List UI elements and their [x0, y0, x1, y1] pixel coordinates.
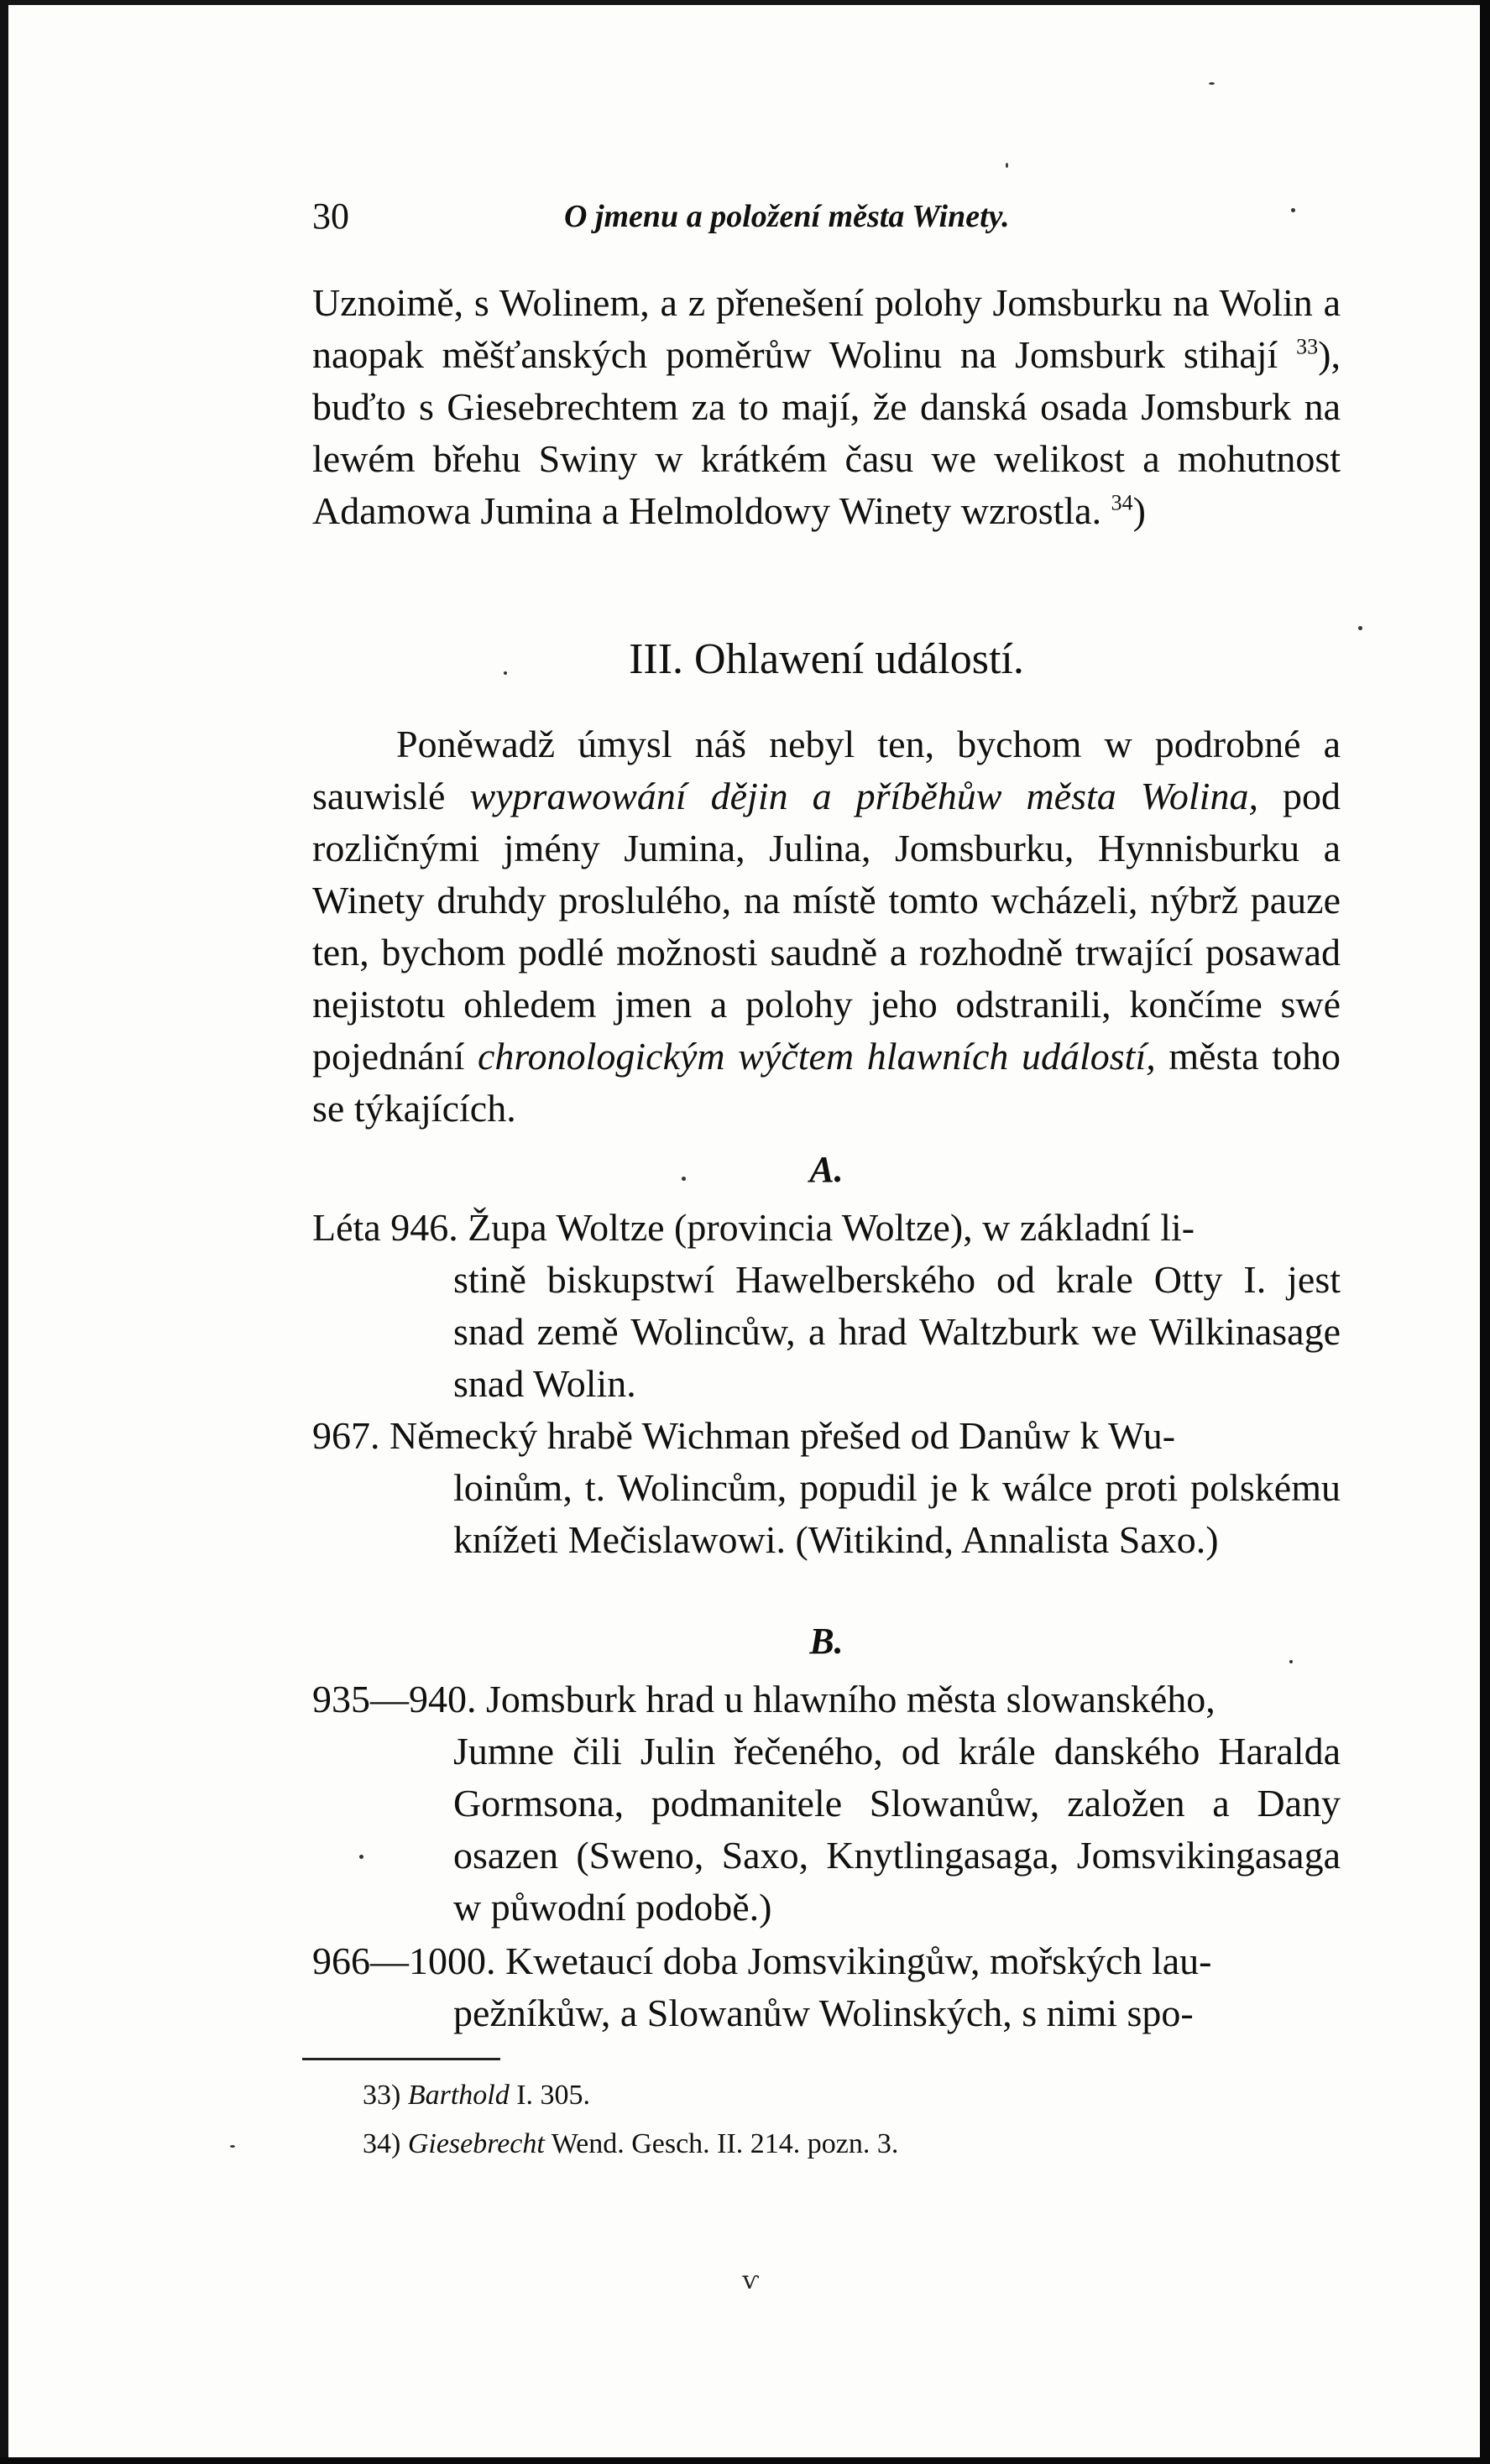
scan-speck [1291, 208, 1295, 212]
signature-mark: ѵ [742, 2266, 760, 2295]
footnote-number: 34) [363, 2128, 401, 2159]
subsection-label-b: B. [809, 1621, 844, 1662]
scan-speck [1209, 82, 1215, 85]
scan-speck [1006, 163, 1008, 168]
subsection-label-a: A. [809, 1149, 844, 1190]
scan-speck [1289, 1660, 1293, 1663]
chronology-entry [312, 1410, 1341, 1566]
running-title: O jmenu a položení města Winety. [564, 199, 1010, 234]
entry-first-line: 966—1000. Kwetaucí doba Jomsvikingůw, mořských lau- [312, 1939, 1212, 1982]
paragraph-text: Uznoimě, s Wolinem, a z přenešení polohy Jomsburku na Wolin a naopak měšťanských poměrůw Wolinu na Jomsburk stihají [312, 281, 1341, 376]
paragraph-text: ) [1132, 489, 1146, 532]
footnote-reference: I. 305. [509, 2080, 591, 2111]
scan-border [0, 0, 8, 2464]
scan-speck [359, 1855, 363, 1859]
chronology-entry [312, 1202, 1341, 1410]
entry-first-line: Léta 946. Župa Woltze (provincia Woltze), w základní li- [312, 1206, 1195, 1249]
footnotes [363, 2071, 1286, 2169]
intro-paragraph [312, 718, 1341, 1135]
emphasis-text: wyprawowání dějin a příběhůw města Wolina, [469, 775, 1258, 817]
scan-speck [504, 671, 507, 675]
entry-continuation: Jumne čili Julin řečeného, od krále danského Haralda Gormsona, podmanitele Slowanůw, založen a Dany osazen (Sweno, Saxo, Knytlingasaga, Jomsvikingasaga w půwodní podobě.) [453, 1730, 1341, 1929]
scan-border [0, 2457, 1490, 2464]
scan-speck [682, 1177, 686, 1181]
paragraph-text: ), buďto s Giesebrechtem za to mají, že danská osada Jomsburk na lewém břehu Swiny w krátkém času we welikost a mohutnost Adamowa Jumina a Helmoldowy Winety wzrostla. [312, 333, 1341, 532]
entry-continuation: pežníkůw, a Slowanůw Wolinských, s nimi spo- [453, 1992, 1194, 2034]
footnote-author: Barthold [407, 2080, 510, 2111]
entry-continuation: loinům, t. Wolincům, popudil je k wálce proti polskému knížeti Mečislawowi. (Witikind, Annalista Saxo.) [453, 1466, 1341, 1561]
chronology-entry [312, 1935, 1341, 2039]
footnote [363, 2071, 1286, 2120]
footnote-ref: 33 [1296, 334, 1319, 359]
entry-first-line: 935—940. Jomsburk hrad u hlawního města slowanského, [312, 1678, 1216, 1720]
entry-first-line: 967. Německý hrabě Wichman přešed od Danůw k Wu- [312, 1414, 1176, 1457]
emphasis-text: chronologickým wýčtem hlawních událostí, [477, 1035, 1156, 1078]
paragraph-text: pod rozličnými jmény Jumina, Julina, Jomsburku, Hynnisburku a Winety druhdy proslulého, na místě tomto wcházeli, nýbrž pauze ten, bychom podlé možnosti saudně a rozhodně trwající posawad nejistotu ohledem jmen a polohy jeho odstranili, končíme swé pojednání [312, 775, 1341, 1078]
footnote-divider [302, 2058, 500, 2060]
scan-border [0, 0, 1490, 5]
page-number: 30 [312, 196, 349, 237]
footnote-author: Giesebrecht [407, 2128, 545, 2159]
paragraph-text: Poněwadž úmysl náš nebyl ten, bychom w podrobné a sauwislé [312, 723, 1341, 817]
footnote-ref: 34 [1111, 490, 1133, 515]
chronology-entry [312, 1673, 1341, 1934]
page-header [312, 195, 1341, 245]
scan-border [1480, 0, 1490, 2464]
entry-continuation: stině biskupstwí Hawelberského od krale Otty I. jest snad země Wolincůw, a hrad Waltzburk we Wilkinasage snad Wolin. [453, 1258, 1341, 1405]
paragraph-continuation [312, 277, 1341, 537]
paragraph-text: města toho se týkajících. [312, 1035, 1341, 1130]
footnote-reference: Wend. Gesch. II. 214. pozn. 3. [544, 2128, 899, 2159]
footnote [363, 2120, 1286, 2169]
section-heading: III. Ohlawení událostí. [629, 635, 1024, 683]
scan-speck [1358, 626, 1362, 630]
scan-speck [230, 2145, 235, 2148]
footnote-number: 33) [363, 2080, 401, 2111]
